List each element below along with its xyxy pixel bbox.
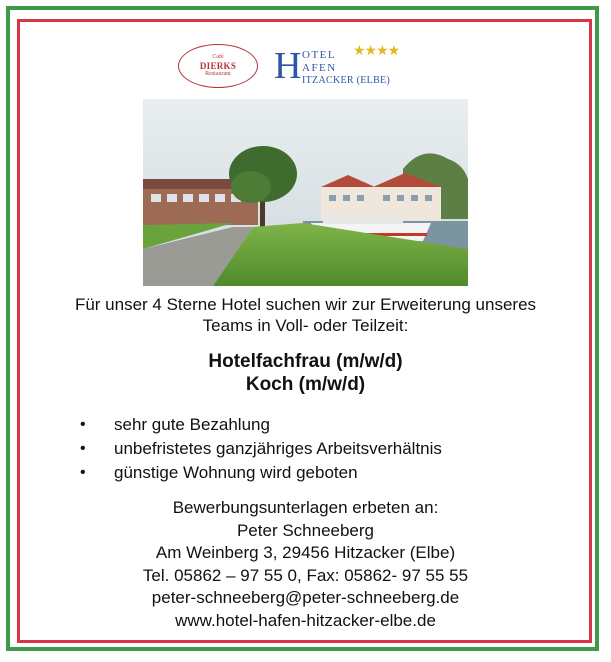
benefit-text: günstige Wohnung wird geboten bbox=[114, 463, 358, 482]
intro-line-1: Für unser 4 Sterne Hotel suchen wir zur Erweiterung unseres bbox=[74, 295, 537, 314]
cafe-dierks-logo bbox=[178, 44, 258, 88]
list-item bbox=[80, 437, 442, 461]
benefits-list bbox=[80, 413, 442, 485]
logo-afen-text: AFEN bbox=[302, 62, 337, 74]
job-title: Hotelfachfrau (m/w/d) bbox=[208, 351, 403, 372]
logo-otel-text: OTEL bbox=[302, 49, 337, 61]
benefit-text: unbefristetes ganzjähriges Arbeitsverhältnis bbox=[114, 439, 442, 458]
bullet-icon: • bbox=[80, 440, 86, 457]
logo-stars-icon: ★★★★ bbox=[353, 44, 400, 59]
list-item bbox=[80, 413, 442, 437]
logo-cafe-text: Café bbox=[212, 54, 224, 60]
logo-itzacker-text: ITZACKER (ELBE) bbox=[302, 75, 391, 86]
bullet-icon: • bbox=[80, 416, 86, 433]
bullet-icon: • bbox=[80, 464, 86, 481]
contact-heading: Bewerbungsunterlagen erbeten an: bbox=[172, 498, 439, 517]
contact-email-link[interactable]: peter-schneeberg@peter-schneeberg.de bbox=[151, 588, 460, 607]
hotel-harbor-photo bbox=[143, 99, 468, 286]
benefit-text: sehr gute Bezahlung bbox=[114, 415, 270, 434]
logo-dierks-text: DIERKS bbox=[199, 61, 237, 71]
hotel-hafen-logo bbox=[270, 44, 430, 92]
job-title: Koch (m/w/d) bbox=[245, 374, 366, 395]
contact-phone: Tel. 05862 – 97 55 0, Fax: 05862- 97 55 55 bbox=[142, 565, 469, 585]
intro-text bbox=[0, 294, 611, 336]
logo-h-letter: H bbox=[274, 45, 302, 87]
list-item bbox=[80, 461, 442, 485]
job-titles bbox=[0, 350, 611, 396]
contact-block bbox=[0, 497, 611, 632]
contact-name: Peter Schneeberg bbox=[236, 520, 375, 540]
intro-line-2: Teams in Voll- oder Teilzeit: bbox=[202, 316, 409, 335]
logo-restaurant-text: Restaurant bbox=[205, 71, 231, 77]
contact-website-link[interactable]: www.hotel-hafen-hitzacker-elbe.de bbox=[175, 610, 436, 630]
contact-address: Am Weinberg 3, 29456 Hitzacker (Elbe) bbox=[155, 543, 456, 562]
